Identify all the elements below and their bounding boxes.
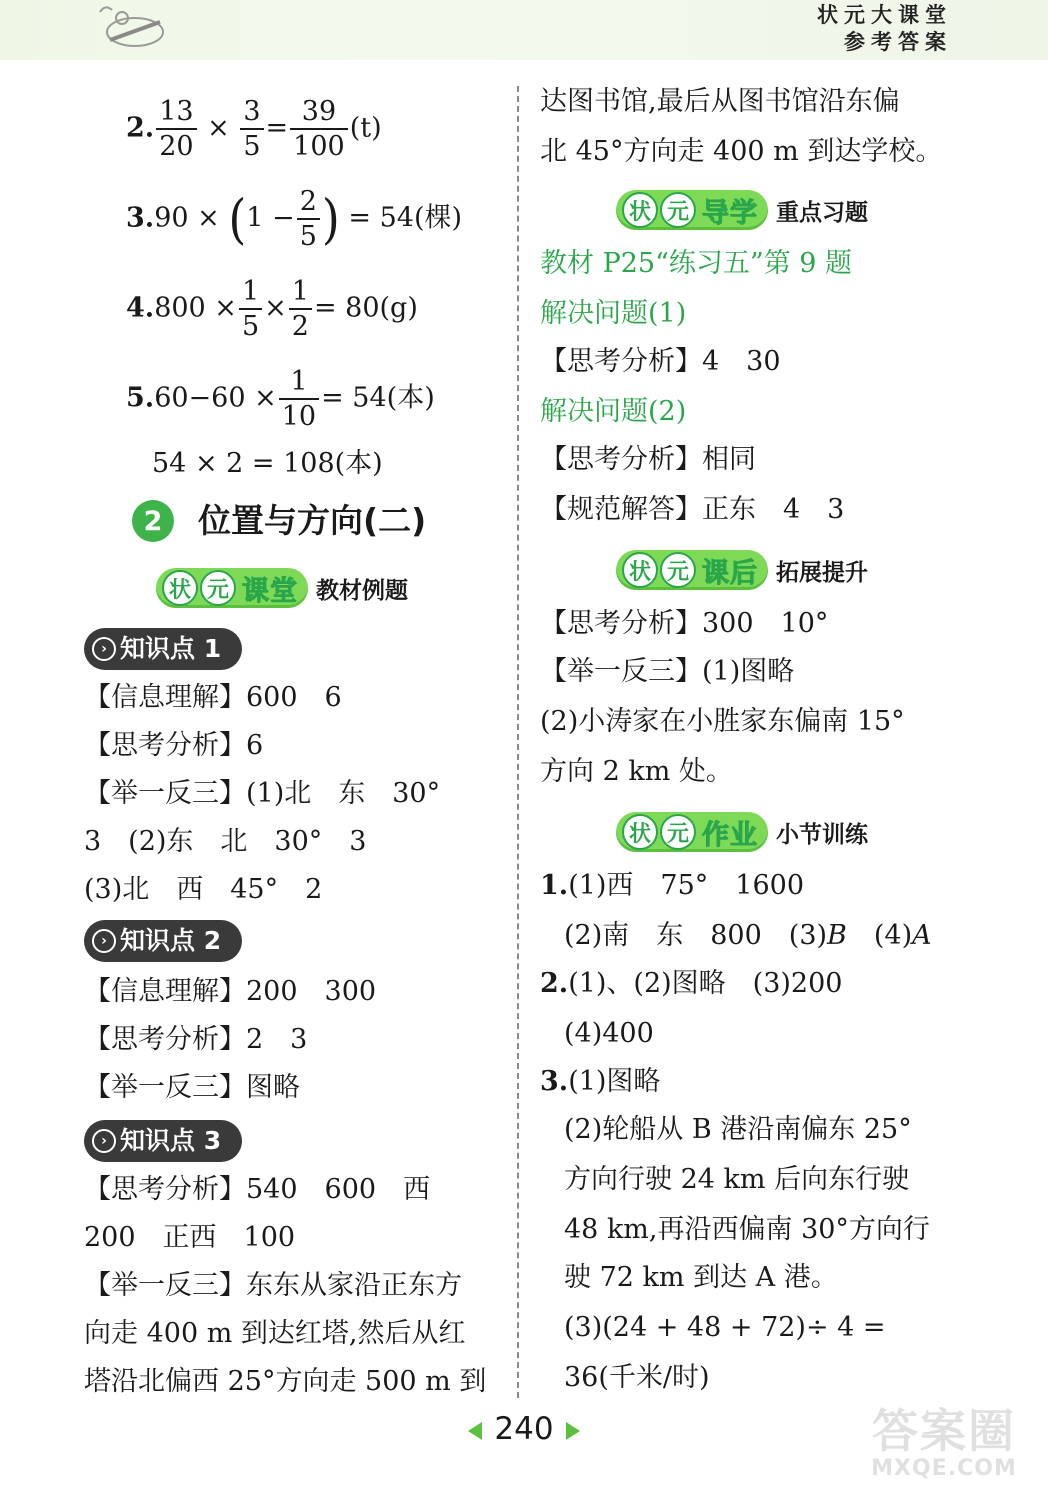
hw-q3-line-6: (3)(24 + 48 + 72)÷ 4 = (564, 1312, 886, 1343)
kp2-line-1: 【信息理解】200 300 (84, 976, 377, 1007)
section-title: 位置与方向(二) (198, 501, 427, 540)
hw-q1-line-1: 1.(1)西 75° 1600 (540, 870, 805, 901)
kp2-line-2: 【思考分析】2 3 (84, 1024, 308, 1055)
header-title (817, 2, 952, 56)
hw-q2-line-1: 2.(1)、(2)图略 (3)200 (540, 968, 843, 999)
chevron-circle-icon: › (92, 929, 116, 953)
right-top-line-1: 达图书馆,最后从图书馆沿东偏 (540, 86, 900, 117)
kp3-line-1: 【思考分析】540 600 西 (84, 1174, 431, 1205)
kp3-line-5: 塔沿北偏西 25°方向走 500 m 到 (84, 1366, 487, 1397)
mascot-logo-icon (80, 0, 180, 60)
textbook-reference: 教材 P25“练习五”第 9 题 (540, 248, 853, 279)
chevron-circle-icon: › (92, 637, 116, 661)
kp1-line-3: 【举一反三】(1)北 东 30° (84, 778, 441, 809)
knowledge-point-1-badge: › 知识点 1 (84, 628, 242, 670)
triangle-right-icon (566, 1422, 580, 1440)
hw-q3-line-7: 36(千米/时) (564, 1362, 710, 1393)
kp3-line-3: 【举一反三】东东从家沿正东方 (84, 1270, 462, 1301)
answer-q5-line2: 54 × 2 = 108(本) (152, 448, 383, 479)
hw-q1-line-2: (2)南 东 800 (3)B (4)A (564, 920, 932, 951)
hw-q3-line-2: (2)轮船从 B 港沿南偏东 25° (564, 1114, 912, 1145)
hw-q2-line-2: (4)400 (564, 1018, 654, 1049)
ext-line-2: 【举一反三】(1)图略 (540, 656, 795, 687)
chevron-circle-icon: › (92, 1129, 116, 1153)
subheading-problem-1: 解决问题(1) (540, 298, 687, 329)
q2-fraction-2: $\frac{3}{5}$ (240, 98, 263, 160)
ext-line-1: 【思考分析】300 10° (540, 608, 829, 639)
banner-pill: 状 元 课后 (616, 550, 768, 590)
q5-fraction: $\frac{1}{10}$ (279, 368, 319, 430)
kp1-line-4: 3 (2)东 北 30° 3 (84, 826, 367, 857)
kp2-line-3: 【举一反三】图略 (84, 1072, 300, 1103)
ext-line-3: (2)小涛家在小胜家东偏南 15° (540, 706, 905, 737)
banner-ketang: 状 元 课堂 教材例题 (156, 566, 408, 610)
column-divider (517, 86, 519, 1398)
hw-q3-line-5: 驶 72 km 到达 A 港。 (564, 1262, 838, 1293)
watermark-logo: 答案圈 MXQE.COM (871, 1404, 1017, 1481)
kp1-line-5: (3)北 西 45° 2 (84, 874, 323, 905)
ext-line-4: 方向 2 km 处。 (540, 756, 733, 787)
banner-zuoye: 状 元 作业 小节训练 (616, 810, 868, 854)
hw-q3-line-1: 3.(1)图略 (540, 1066, 661, 1097)
knowledge-point-3-badge: › 知识点 3 (84, 1120, 242, 1162)
q2-number: 2. (126, 112, 155, 144)
right-top-line-2: 北 45°方向走 400 m 到达学校。 (540, 136, 943, 167)
kp1-line-1: 【信息理解】600 6 (84, 682, 342, 713)
header-line2: 参考答案 (844, 30, 952, 54)
banner-pill: 状 元 导学 (616, 190, 768, 230)
subheading-problem-2: 解决问题(2) (540, 396, 687, 427)
answer-q4: 4.800 × $\frac{1}{5}$ × $\frac{1}{2}$ = 80(g) (126, 276, 418, 342)
q4-fraction-1: $\frac{1}{5}$ (239, 278, 262, 340)
q2-fraction-3: $\frac{39}{100}$ (290, 98, 348, 160)
hw-q3-line-3: 方向行驶 24 km 后向东行驶 (564, 1164, 910, 1195)
answer-q5: 5.60−60 × $\frac{1}{10}$ = 54(本) (126, 366, 435, 432)
header-line1: 状元大课堂 (817, 3, 952, 27)
problem-2-answer: 【规范解答】正东 4 3 (540, 494, 845, 525)
answer-q3: 3.90 × (1 − $\frac{2}{5}$ ) = 54(棵) (126, 186, 463, 252)
banner-daoxue: 状 元 导学 重点习题 (616, 188, 868, 232)
problem-1-analysis: 【思考分析】4 30 (540, 346, 781, 377)
q2-fraction-1: $\frac{13}{20}$ (156, 98, 196, 160)
banner-pill: 状 元 课堂 (156, 568, 308, 608)
kp3-line-2: 200 正西 100 (84, 1222, 296, 1253)
hw-q3-line-4: 48 km,再沿西偏南 30°方向行 (564, 1214, 930, 1245)
kp1-line-2: 【思考分析】6 (84, 730, 264, 761)
kp3-line-4: 向走 400 m 到达红塔,然后从红 (84, 1318, 466, 1349)
banner-kehou: 状 元 课后 拓展提升 (616, 548, 868, 592)
q3-fraction: $\frac{2}{5}$ (297, 188, 320, 250)
knowledge-point-2-badge: › 知识点 2 (84, 920, 242, 962)
answer-q2: 2. $\frac{13}{20}$ × $\frac{3}{5}$ = $\frac{39}{100}$ (t) (126, 96, 382, 162)
q4-fraction-2: $\frac{1}{2}$ (289, 278, 312, 340)
banner-pill: 状 元 作业 (616, 812, 768, 852)
page-number-text: 240 (494, 1411, 554, 1447)
triangle-left-icon (468, 1422, 482, 1440)
problem-2-analysis: 【思考分析】相同 (540, 444, 756, 475)
section-number-badge: 2 (132, 500, 174, 542)
